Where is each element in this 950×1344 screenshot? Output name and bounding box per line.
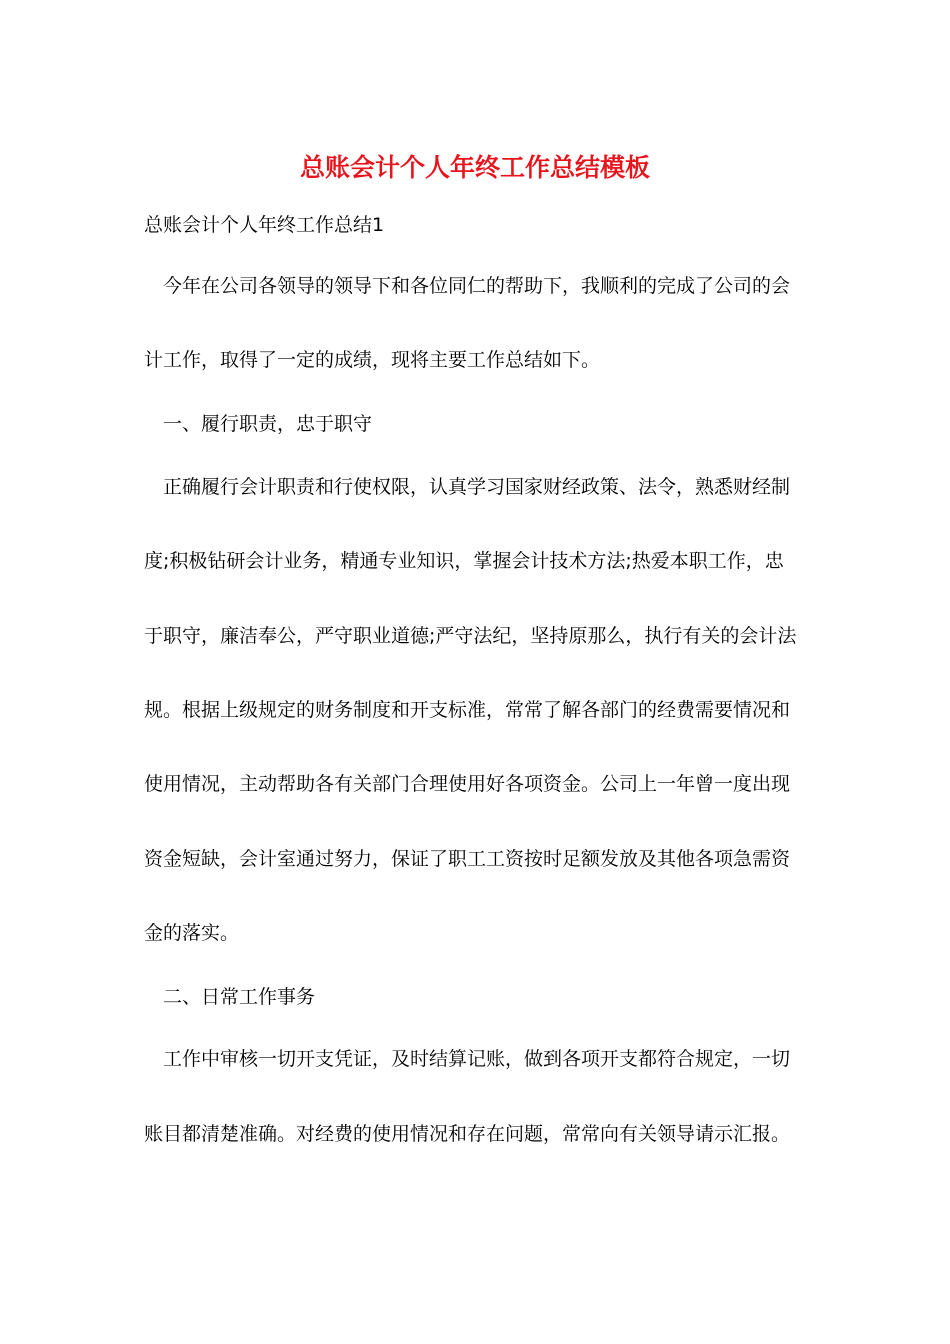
paragraph-line: 计工作，取得了一定的成绩，现将主要工作总结如下。 <box>144 349 601 371</box>
paragraph-line: 工作中审核一切开支凭证，及时结算记账，做到各项开支都符合规定，一切 <box>163 1048 791 1070</box>
paragraph-line: 度;积极钻研会计业务，精通专业知识，掌握会计技术方法;热爱本职工作，忠 <box>144 550 784 572</box>
paragraph-line: 资金短缺，会计室通过努力，保证了职工工资按时足额发放及其他各项急需资 <box>144 848 791 870</box>
subsection-heading: 一、履行职责，忠于职守 <box>163 413 373 435</box>
paragraph-line: 账目都清楚准确。对经费的使用情况和存在问题，常常向有关领导请示汇报。 <box>144 1123 791 1145</box>
subsection-heading: 二、日常工作事务 <box>163 986 316 1008</box>
paragraph-line: 于职守，廉洁奉公，严守职业道德;严守法纪，坚持原那么，执行有关的会计法 <box>144 625 797 647</box>
paragraph-line: 金的落实。 <box>144 922 240 944</box>
paragraph-line: 今年在公司各领导的领导下和各位同仁的帮助下，我顺利的完成了公司的会 <box>163 275 791 297</box>
paragraph-line: 使用情况，主动帮助各有关部门合理使用好各项资金。公司上一年曾一度出现 <box>144 773 791 795</box>
paragraph-line: 正确履行会计职责和行使权限，认真学习国家财经政策、法令，熟悉财经制 <box>163 476 791 498</box>
document-title: 总账会计个人年终工作总结模板 <box>299 153 650 182</box>
paragraph-line: 规。根据上级规定的财务制度和开支标准，常常了解各部门的经费需要情况和 <box>144 699 791 721</box>
section-heading: 总账会计个人年终工作总结1 <box>144 214 385 236</box>
